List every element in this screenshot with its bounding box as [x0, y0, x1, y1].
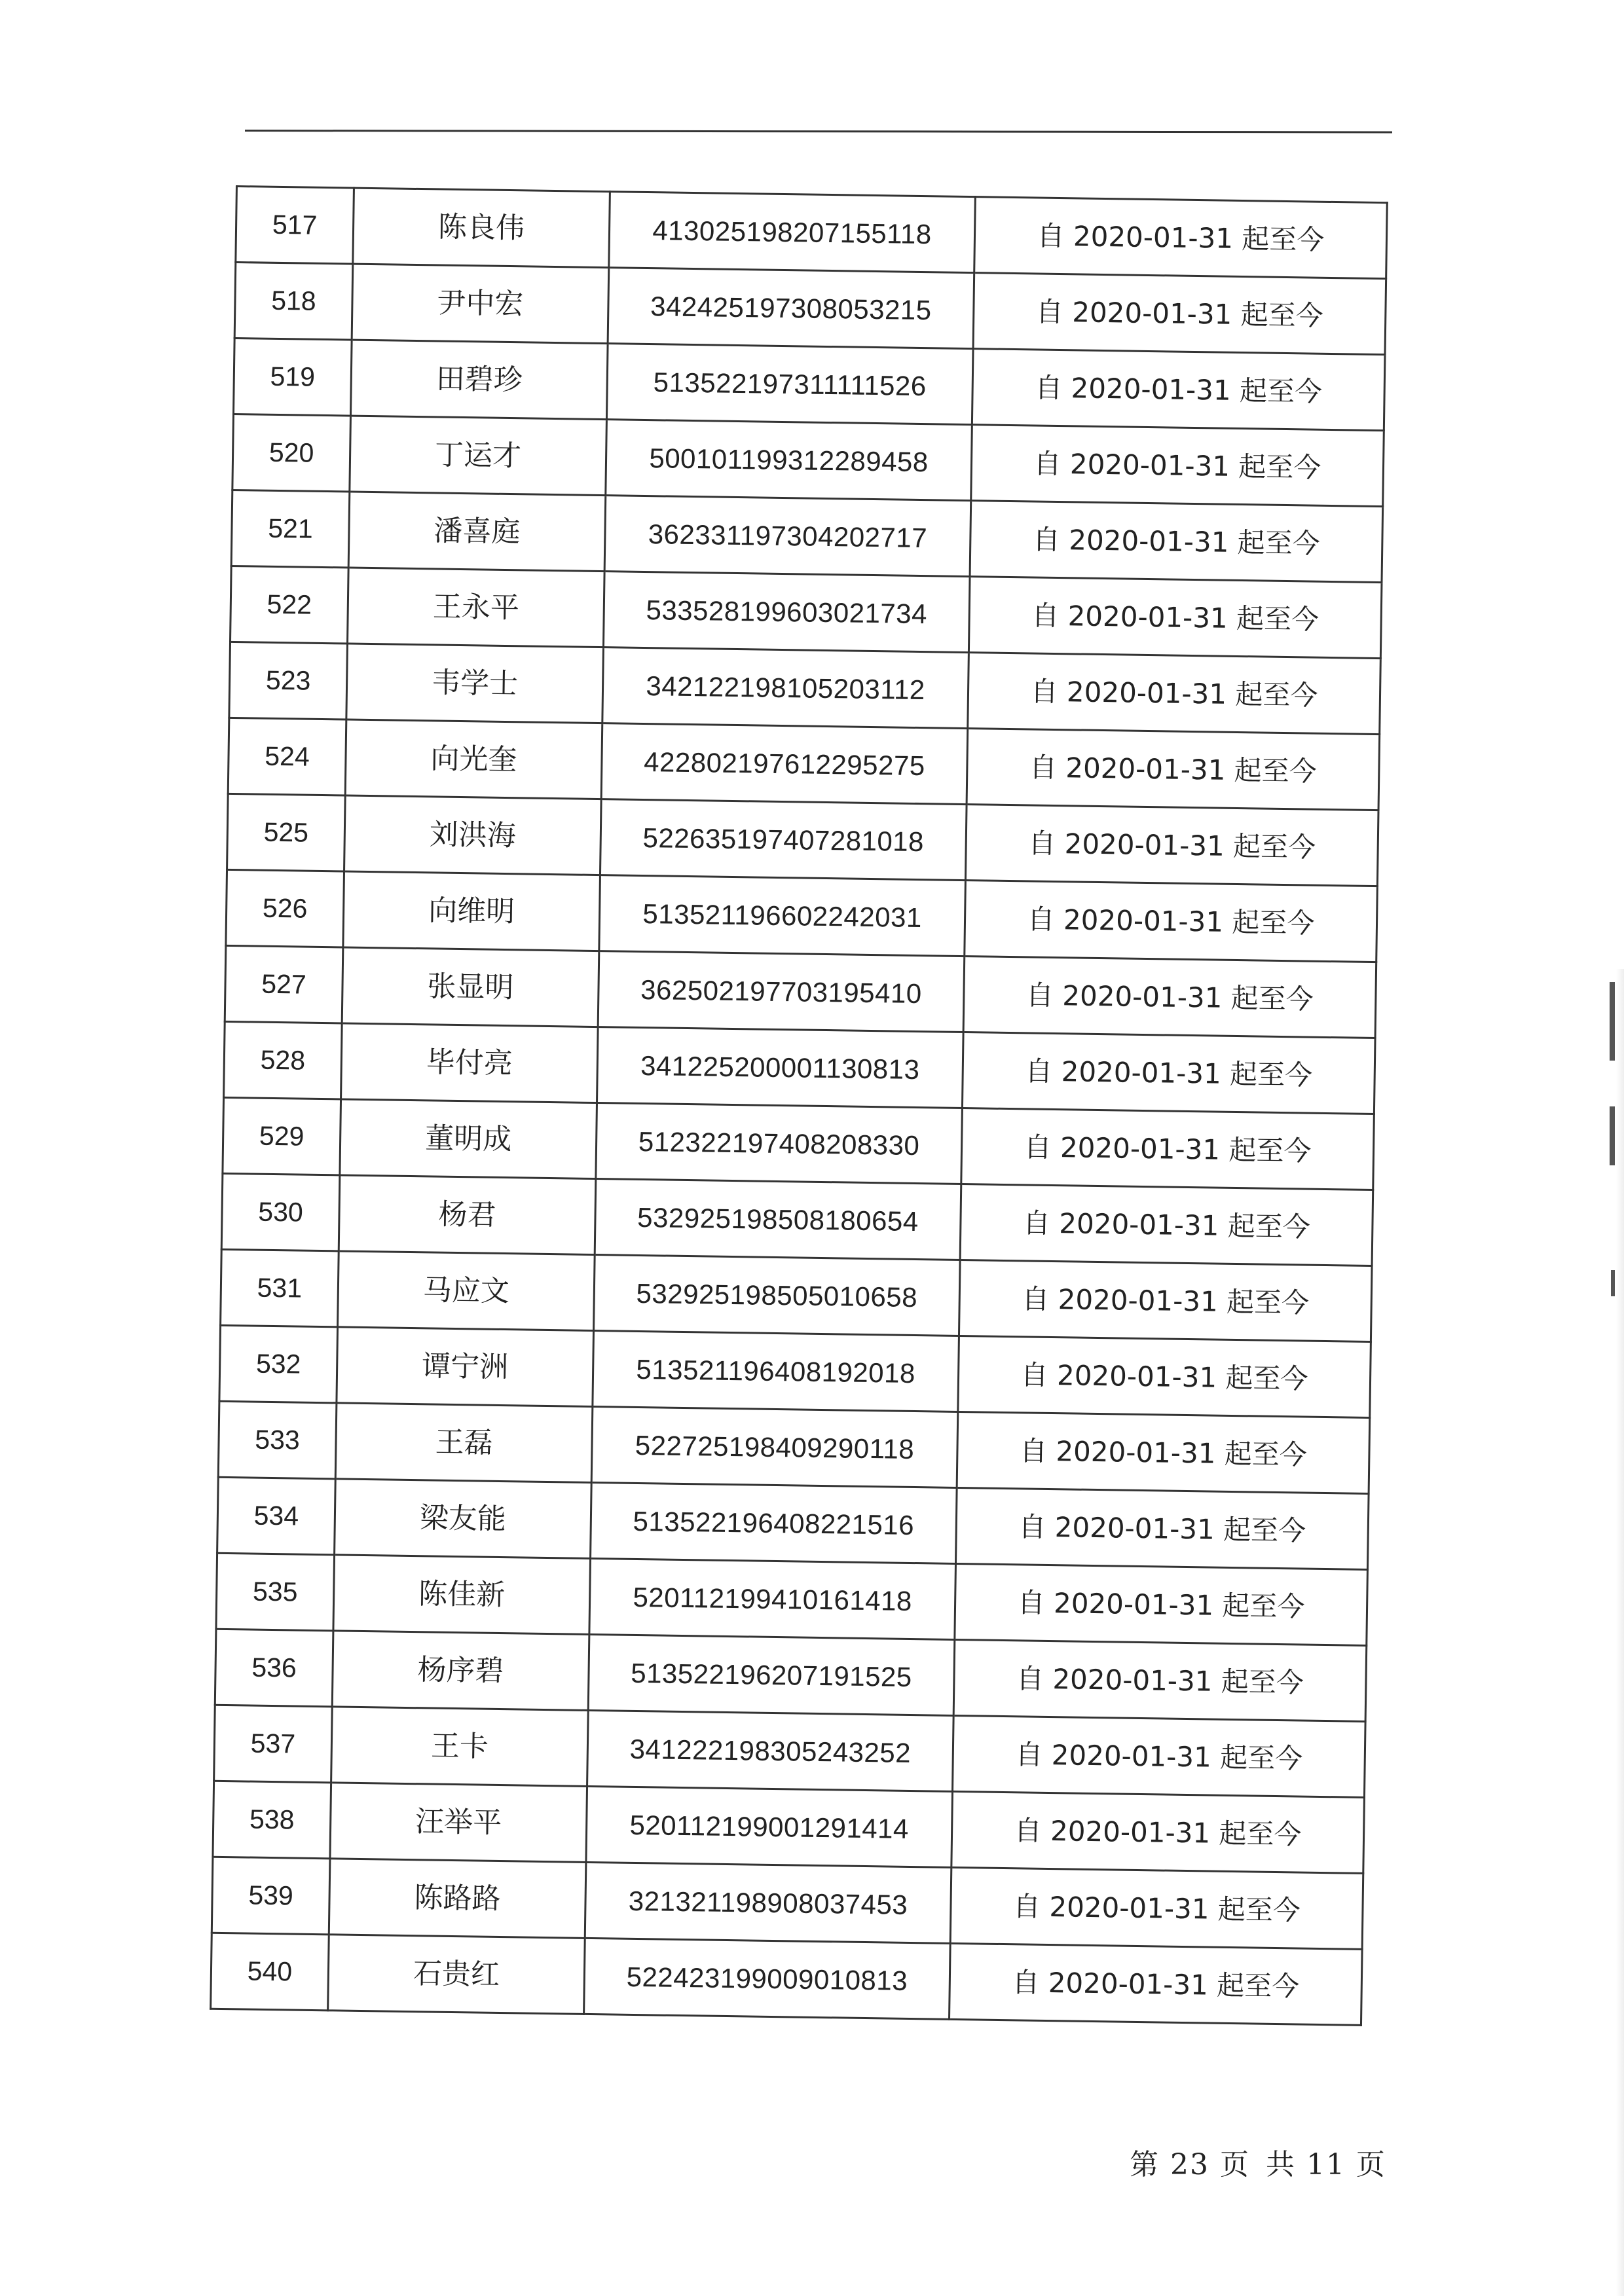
- effective-period: 自 2020-01-31 起至今: [955, 1487, 1369, 1569]
- person-name: 刘洪海: [344, 795, 602, 875]
- row-number: 530: [221, 1173, 340, 1251]
- effective-period: 自 2020-01-31 起至今: [953, 1715, 1366, 1797]
- row-number: 536: [215, 1629, 333, 1707]
- effective-period: 自 2020-01-31 起至今: [965, 881, 1378, 962]
- roster-table: [210, 185, 1388, 2026]
- id-number: 513522196207191525: [588, 1634, 955, 1715]
- row-number: 521: [231, 490, 350, 568]
- effective-period: 自 2020-01-31 起至今: [972, 349, 1385, 431]
- id-number: 342425197308053215: [608, 268, 974, 349]
- person-name: 韦学士: [346, 644, 604, 723]
- id-number: 522423199009010813: [584, 1938, 951, 2019]
- row-number: 526: [226, 869, 344, 947]
- effective-period: 自 2020-01-31 起至今: [974, 197, 1388, 279]
- row-number: 528: [224, 1021, 342, 1099]
- effective-period: 自 2020-01-31 起至今: [950, 1943, 1363, 2025]
- scan-mark: [1611, 1270, 1615, 1296]
- effective-period: 自 2020-01-31 起至今: [955, 1563, 1368, 1645]
- person-name: 张显明: [342, 947, 599, 1027]
- id-number: 321321198908037453: [585, 1862, 951, 1943]
- effective-period: 自 2020-01-31 起至今: [971, 425, 1384, 507]
- page-total: 共 11 页: [1265, 2148, 1386, 2181]
- row-number: 540: [211, 1933, 329, 2011]
- id-number: 513521196602242031: [599, 875, 966, 957]
- person-name: 王卡: [331, 1707, 589, 1787]
- scan-mark: [1610, 982, 1615, 1061]
- page-number: 第 23 页: [1130, 2148, 1250, 2181]
- effective-period: 自 2020-01-31 起至今: [951, 1791, 1365, 1873]
- person-name: 陈佳新: [333, 1555, 591, 1635]
- row-number: 531: [221, 1249, 339, 1327]
- id-number: 532925198505010658: [594, 1255, 961, 1336]
- id-number: 522725198409290118: [591, 1406, 958, 1487]
- effective-period: 自 2020-01-31 起至今: [973, 273, 1386, 355]
- row-number: 525: [227, 793, 346, 871]
- roster-table-body: [211, 187, 1388, 2026]
- effective-period: 自 2020-01-31 起至今: [950, 1867, 1363, 1949]
- row-number: 518: [234, 263, 353, 340]
- person-name: 尹中宏: [352, 264, 609, 344]
- person-name: 王永平: [347, 568, 604, 647]
- row-number: 520: [232, 414, 351, 492]
- effective-period: 自 2020-01-31 起至今: [967, 729, 1380, 811]
- effective-period: 自 2020-01-31 起至今: [957, 1412, 1370, 1493]
- row-number: 522: [231, 566, 349, 644]
- row-number: 538: [213, 1781, 331, 1859]
- id-number: 362502197703195410: [598, 951, 965, 1032]
- effective-period: 自 2020-01-31 起至今: [953, 1639, 1367, 1721]
- id-number: 422802197612295275: [601, 723, 968, 805]
- person-name: 潘喜庭: [348, 492, 606, 572]
- row-number: 517: [236, 187, 354, 264]
- person-name: 毕付亮: [341, 1023, 599, 1103]
- roster-table-container: [210, 185, 1388, 2026]
- person-name: 陈良伟: [353, 188, 610, 268]
- effective-period: 自 2020-01-31 起至今: [969, 577, 1382, 659]
- effective-period: 自 2020-01-31 起至今: [970, 501, 1383, 583]
- person-name: 马应文: [338, 1251, 595, 1331]
- id-number: 512322197408208330: [596, 1103, 963, 1184]
- table-row: [211, 1933, 1362, 2025]
- id-number: 532925198508180654: [595, 1179, 961, 1260]
- row-number: 523: [229, 642, 348, 720]
- row-number: 527: [225, 945, 343, 1023]
- row-number: 533: [218, 1401, 337, 1479]
- person-name: 陈路路: [329, 1859, 586, 1939]
- row-number: 524: [228, 718, 346, 795]
- id-number: 341222198305243252: [587, 1710, 954, 1791]
- row-number: 534: [217, 1477, 336, 1555]
- effective-period: 自 2020-01-31 起至今: [963, 957, 1376, 1038]
- effective-period: 自 2020-01-31 起至今: [968, 653, 1381, 735]
- person-name: 王磊: [335, 1403, 593, 1483]
- id-number: 513522197311111526: [606, 344, 973, 425]
- effective-period: 自 2020-01-31 起至今: [962, 1032, 1375, 1114]
- row-number: 535: [216, 1553, 335, 1631]
- id-number: 522635197407281018: [600, 799, 967, 881]
- id-number: 520112199410161418: [589, 1558, 956, 1639]
- id-number: 362331197304202717: [604, 496, 971, 577]
- row-number: 539: [212, 1857, 330, 1935]
- id-number: 341225200001130813: [597, 1027, 963, 1108]
- person-name: 谭宁洲: [337, 1327, 594, 1407]
- effective-period: 自 2020-01-31 起至今: [958, 1336, 1371, 1417]
- effective-period: 自 2020-01-31 起至今: [961, 1108, 1375, 1190]
- page-footer: [1130, 2141, 1386, 2183]
- effective-period: 自 2020-01-31 起至今: [959, 1260, 1372, 1341]
- row-number: 519: [233, 338, 352, 416]
- row-number: 529: [223, 1097, 341, 1175]
- row-number: 532: [219, 1325, 338, 1403]
- id-number: 513522196408221516: [591, 1482, 957, 1563]
- person-name: 丁运才: [350, 416, 607, 496]
- person-name: 汪举平: [330, 1783, 587, 1863]
- row-number: 537: [214, 1705, 333, 1783]
- person-name: 梁友能: [335, 1479, 592, 1559]
- person-name: 向维明: [343, 871, 600, 951]
- person-name: 石贵红: [328, 1935, 585, 2014]
- id-number: 513521196408192018: [593, 1331, 959, 1412]
- person-name: 杨君: [339, 1175, 596, 1255]
- person-name: 杨序碧: [332, 1631, 589, 1711]
- id-number: 500101199312289458: [606, 420, 972, 501]
- effective-period: 自 2020-01-31 起至今: [965, 805, 1378, 886]
- scan-mark: [1610, 1106, 1615, 1165]
- effective-period: 自 2020-01-31 起至今: [960, 1184, 1373, 1266]
- id-number: 520112199001291414: [586, 1786, 953, 1867]
- id-number: 342122198105203112: [602, 647, 969, 729]
- person-name: 董明成: [340, 1099, 597, 1179]
- scan-edge: [1616, 969, 1624, 2296]
- person-name: 向光奎: [345, 720, 602, 799]
- id-number: 533528199603021734: [603, 572, 970, 653]
- person-name: 田碧珍: [350, 340, 608, 420]
- id-number: 413025198207155118: [609, 192, 976, 273]
- header-rule: [245, 130, 1392, 133]
